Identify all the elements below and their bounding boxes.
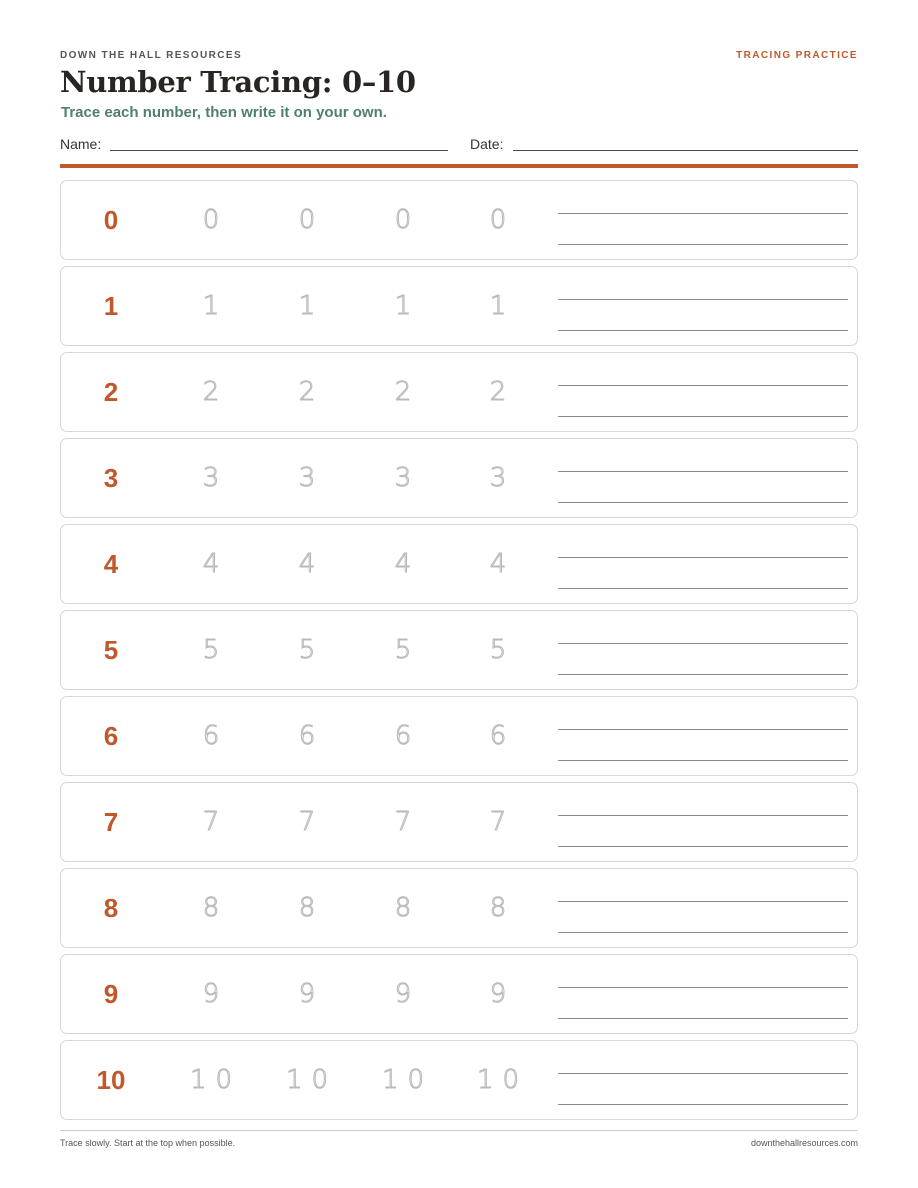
write-line[interactable] — [558, 987, 848, 988]
trace-digit: 7 — [394, 807, 421, 837]
date-field-line[interactable] — [513, 150, 858, 151]
tracing-row — [60, 524, 858, 604]
trace-digit: 0 — [394, 205, 421, 235]
trace-digit: 4 — [489, 549, 516, 579]
trace-digit: 1 — [394, 291, 421, 321]
row-number: 1 — [103, 290, 119, 321]
header-divider — [60, 164, 858, 168]
footer-website: downthehallresources.com — [750, 1138, 858, 1148]
tracing-row — [60, 868, 858, 948]
trace-digit: 9 — [394, 979, 421, 1009]
trace-digit: 5 — [202, 635, 229, 665]
trace-digit: 8 — [489, 893, 516, 923]
trace-digit: 2 — [298, 377, 325, 407]
trace-digit: 9 — [202, 979, 229, 1009]
name-field-line[interactable] — [110, 150, 448, 151]
trace-digit: 6 — [489, 721, 516, 751]
row-number: 4 — [103, 548, 119, 579]
write-line[interactable] — [558, 815, 848, 816]
tracing-row — [60, 438, 858, 518]
trace-digit: 10 — [476, 1065, 529, 1095]
row-number: 0 — [103, 204, 119, 235]
trace-digit: 7 — [489, 807, 516, 837]
write-line[interactable] — [558, 1104, 848, 1105]
name-label: Name: — [60, 136, 102, 152]
trace-digit: 5 — [298, 635, 325, 665]
trace-digit: 8 — [202, 893, 229, 923]
trace-digit: 6 — [298, 721, 325, 751]
trace-digit: 2 — [394, 377, 421, 407]
write-line[interactable] — [558, 1018, 848, 1019]
trace-digit: 7 — [202, 807, 229, 837]
tracing-row — [60, 696, 858, 776]
trace-digit: 10 — [381, 1065, 434, 1095]
row-number: 6 — [103, 720, 119, 751]
tracing-rows — [60, 180, 858, 1126]
row-number: 10 — [96, 1064, 126, 1095]
trace-digit: 5 — [394, 635, 421, 665]
instructions: Trace each number, then write it on your own. — [61, 104, 387, 121]
date-label: Date: — [470, 136, 504, 152]
write-line[interactable] — [558, 385, 848, 386]
row-number: 8 — [103, 892, 119, 923]
trace-digit: 4 — [202, 549, 229, 579]
trace-digit: 1 — [298, 291, 325, 321]
write-line[interactable] — [558, 502, 848, 503]
write-line[interactable] — [558, 1073, 848, 1074]
row-number: 3 — [103, 462, 119, 493]
trace-digit: 10 — [285, 1065, 338, 1095]
write-line[interactable] — [558, 244, 848, 245]
row-number: 9 — [103, 978, 119, 1009]
trace-digit: 4 — [298, 549, 325, 579]
trace-digit: 0 — [202, 205, 229, 235]
row-number: 2 — [103, 376, 119, 407]
write-line[interactable] — [558, 213, 848, 214]
tracing-row — [60, 610, 858, 690]
worksheet-tag: TRACING PRACTICE — [736, 50, 858, 61]
brand-name: DOWN THE HALL RESOURCES — [60, 50, 243, 61]
trace-digit: 4 — [394, 549, 421, 579]
write-line[interactable] — [558, 932, 848, 933]
write-line[interactable] — [558, 760, 848, 761]
row-number: 7 — [103, 806, 119, 837]
trace-digit: 7 — [298, 807, 325, 837]
page-title: Number Tracing: 0–10 — [60, 65, 416, 99]
trace-digit: 0 — [489, 205, 516, 235]
trace-digit: 8 — [394, 893, 421, 923]
trace-digit: 8 — [298, 893, 325, 923]
tracing-row — [60, 1040, 858, 1120]
trace-digit: 6 — [202, 721, 229, 751]
tracing-row — [60, 954, 858, 1034]
trace-digit: 1 — [489, 291, 516, 321]
trace-digit: 2 — [202, 377, 229, 407]
trace-digit: 3 — [394, 463, 421, 493]
trace-digit: 3 — [202, 463, 229, 493]
trace-digit: 1 — [202, 291, 229, 321]
trace-digit: 9 — [489, 979, 516, 1009]
write-line[interactable] — [558, 557, 848, 558]
trace-digit: 3 — [298, 463, 325, 493]
write-line[interactable] — [558, 330, 848, 331]
tracing-row — [60, 180, 858, 260]
write-line[interactable] — [558, 416, 848, 417]
tracing-row — [60, 352, 858, 432]
footer-divider — [60, 1130, 858, 1131]
trace-digit: 9 — [298, 979, 325, 1009]
write-line[interactable] — [558, 299, 848, 300]
trace-digit: 5 — [489, 635, 516, 665]
write-line[interactable] — [558, 674, 848, 675]
tracing-row — [60, 266, 858, 346]
write-line[interactable] — [558, 846, 848, 847]
trace-digit: 3 — [489, 463, 516, 493]
write-line[interactable] — [558, 471, 848, 472]
footer-tip: Trace slowly. Start at the top when possible. — [60, 1138, 236, 1148]
trace-digit: 0 — [298, 205, 325, 235]
trace-digit: 6 — [394, 721, 421, 751]
write-line[interactable] — [558, 643, 848, 644]
trace-digit: 2 — [489, 377, 516, 407]
row-number: 5 — [103, 634, 119, 665]
write-line[interactable] — [558, 729, 848, 730]
write-line[interactable] — [558, 588, 848, 589]
trace-digit: 10 — [189, 1065, 242, 1095]
write-line[interactable] — [558, 901, 848, 902]
tracing-row — [60, 782, 858, 862]
